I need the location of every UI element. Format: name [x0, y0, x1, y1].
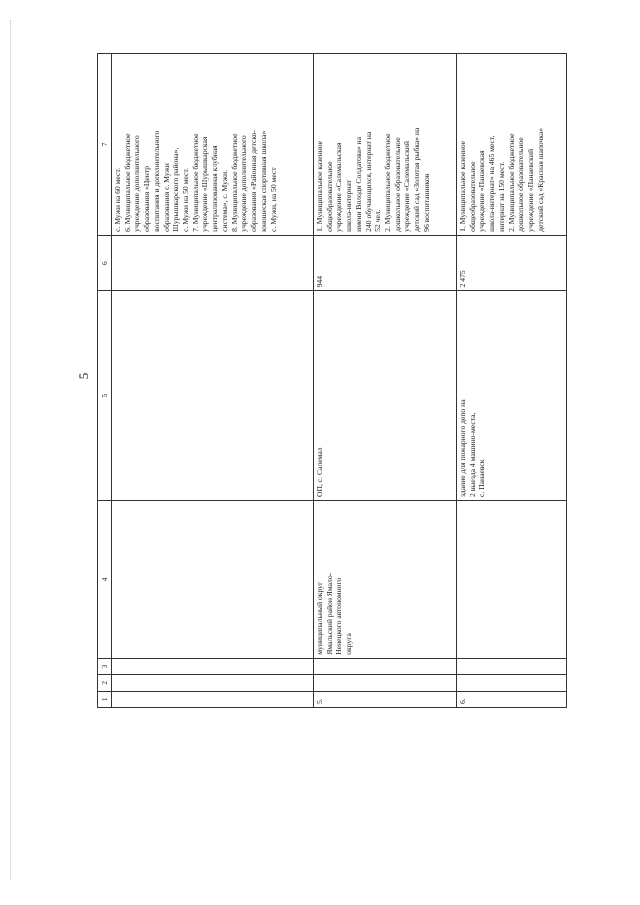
header-cell-1: 1 [98, 691, 112, 707]
institutions-line: учреждение «Панаевский [526, 148, 536, 232]
municipality-line: Ямальский район Ямало- [324, 572, 334, 655]
amount-cell: 944 [314, 235, 457, 291]
empty-cell [112, 658, 314, 674]
institutions-line: учреждение дополнительного [239, 135, 249, 232]
institutions-line: образования с. Мужи [161, 163, 171, 232]
institutions-line: интернат на 150 мест. [496, 161, 506, 232]
institutions-line: 2. Муниципальное бюджетное [383, 133, 393, 232]
institutions-line: общеобразовательное [467, 161, 477, 232]
institutions-cell [457, 54, 567, 236]
institutions-line: учреждение «Шурышкарская [200, 136, 210, 232]
header-row [98, 54, 112, 708]
municipality-line: Ненецкого автономного [334, 577, 344, 655]
institutions-line: 2. Муниципальное бюджетное [506, 133, 516, 232]
institutions-line: образования «Районная детско- [249, 130, 259, 232]
institutions-line: 1. Муниципальное казенное [458, 140, 467, 232]
municipality-cell [457, 500, 567, 658]
empty-cell [457, 675, 567, 691]
institutions-line: с. Мужи на 60 мест. [113, 168, 122, 232]
object-line: здание для пожарного депо на [458, 399, 467, 497]
row-number: 5. [314, 691, 457, 707]
row-number [112, 691, 314, 707]
rotated-table-container [97, 53, 545, 708]
institutions-line: детский сад «Красная шапочка» [535, 127, 545, 232]
table-row [314, 54, 457, 708]
institutions-cell [314, 54, 457, 236]
institutions-line: юношеская спортивная школа» [258, 130, 268, 232]
objects-table [97, 53, 567, 708]
municipality-cell [112, 500, 314, 658]
institutions-line: школа-интернат [344, 180, 354, 232]
institutions-cell [112, 54, 314, 236]
header-cell-2: 2 [98, 675, 112, 691]
object-cell [314, 291, 457, 501]
institutions-line: школа-интернат» на 465 мест, [487, 135, 497, 232]
institutions-line: учреждение «Салемальская [334, 142, 344, 232]
institutions-line: имени Володи Солдатова» на [353, 137, 363, 232]
institutions-line: 240 обучающихся, интернат на [363, 131, 373, 232]
object-line: ОП, с. Салемал [315, 447, 324, 497]
institutions-line: воспитания и дополнительного [151, 130, 161, 232]
municipality-line: округа [344, 633, 354, 655]
object-line: 2 выезда 4 машино-места, [467, 412, 477, 497]
institutions-line: 52 чел. [373, 209, 383, 232]
institutions-line: 6. Муниципальное бюджетное [122, 133, 132, 232]
institutions-line: система», с. Мужи. [219, 169, 229, 232]
institutions-line: дошкольное образовательное [392, 137, 402, 232]
table-row [457, 54, 567, 708]
header-cell-5: 5 [98, 291, 112, 501]
institutions-line: учреждение «Салемальский [402, 141, 412, 232]
scan-edge [10, 20, 11, 880]
institutions-line: образования «Центр [142, 165, 152, 232]
object-cell [457, 291, 567, 501]
object-line: с. Панаевск [477, 459, 487, 497]
institutions-line: детский сад «Золотая рыбка» на [412, 127, 422, 232]
header-cell-4: 4 [98, 500, 112, 658]
institutions-line: с. Мужи, на 50 мест [268, 167, 278, 232]
page-number: 5 [76, 372, 91, 380]
empty-cell [314, 675, 457, 691]
empty-cell [314, 658, 457, 674]
institutions-line: общеобразовательное [324, 161, 334, 232]
header-cell-3: 3 [98, 658, 112, 674]
header-cell-6: 6 [98, 235, 112, 291]
table-row [112, 54, 314, 708]
institutions-line: централизованная клубная [210, 145, 220, 232]
municipality-line: муниципальный округ [315, 581, 324, 655]
institutions-line: 7. Муниципальное бюджетное [190, 133, 200, 232]
institutions-line: 96 воспитанников [421, 173, 431, 232]
header-cell-7: 7 [98, 54, 112, 236]
municipality-cell [314, 500, 457, 658]
row-number: 6. [457, 691, 567, 707]
institutions-line: 1. Муниципальное казенное [315, 140, 324, 232]
empty-cell [112, 675, 314, 691]
empty-cell [457, 658, 567, 674]
amount-cell: 2 475 [457, 235, 567, 291]
institutions-line: учреждение «Панаевская [477, 150, 487, 232]
object-cell [112, 291, 314, 501]
institutions-line: Шурышкарского района», [171, 147, 181, 232]
amount-cell [112, 235, 314, 291]
institutions-line: с. Мужи на 50 мест. [181, 168, 191, 232]
institutions-line: 8. Муниципальное бюджетное [229, 133, 239, 232]
institutions-line: дошкольное образовательное [516, 137, 526, 232]
institutions-line: учреждение дополнительного [132, 135, 142, 232]
